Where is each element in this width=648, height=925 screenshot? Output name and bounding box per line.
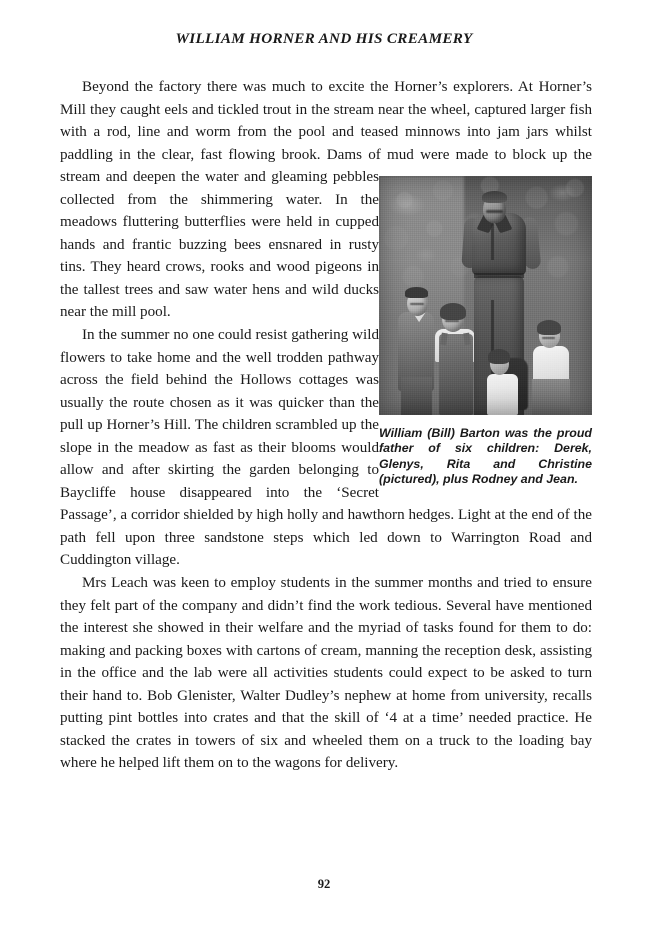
photograph-barton-family — [379, 176, 592, 415]
body-paragraph-1: Beyond the factory there was much to excite the Horner’s explorers. At Horner’s Mill they caught eels and tickled trout in the stream near the wheel, captured larger fish with a rod, line and worm from the pool and teased minnows into jam jars whilst paddling in the clear, fast flowing brook. Dams of mud were made to block up the stream and deepen the water and gleaming pebbles collected from the shimmering water. In the meadows fluttering butterflies were held in cupped hands and frantic buzzing bees ensnared in rusty tins. They heard crows, rooks and wood pigeons in the tallest trees and saw water hens and wild ducks near the mill pool. — [60, 79, 592, 321]
body-text-column — [60, 76, 592, 775]
figure-caption: William (Bill) Barton was the proud father of six children: Derek, Glenys, Rita and Christine (pictured), plus Rodney and Jean. — [379, 426, 592, 487]
photo-vignette — [379, 176, 592, 415]
running-head: WILLIAM HORNER AND HIS CREAMERY — [175, 30, 473, 47]
body-paragraph-3: Mrs Leach was keen to employ students in the summer months and tried to ensure they felt part of the company and didn’t find the work tedious. Several have mentioned the interest she showed in their welfare and the myriad of tasks found for them to do: making and packing boxes with cartons of cream, manning the reception desk, assisting in the office and the lab were all activities students could expect to be asked to turn their hand to. Bob Glenister, Walter Dudley’s nephew at home from university, recalls putting pint bottles into crates and that the skill of ‘4 at a time’ needed practice. He stacked the crates in towers of six and wheeled them on a truck to the loading bay where he helped lift them on to the wagons for delivery. — [60, 575, 592, 772]
page-number: 92 — [317, 877, 331, 891]
body-paragraph-2: In the summer no one could resist gathering wild flowers to take home and the well trodden pathway across the field behind the Hollows cottages was usually the route chosen as it was quicker than the pull up Horner’s Hill. The children scrambled up the slope in the meadow as fast as their blooms would allow and after skirting the garden belonging to Baycliffe house disappeared into the ‘Secret Passage’, a corridor shielded by high holly and hawthorn hedges. Light at the end of the path fell upon three sandstone steps which led down to Warrington Road and Cuddington village. — [60, 327, 592, 569]
figure-photograph-with-caption — [379, 176, 592, 488]
